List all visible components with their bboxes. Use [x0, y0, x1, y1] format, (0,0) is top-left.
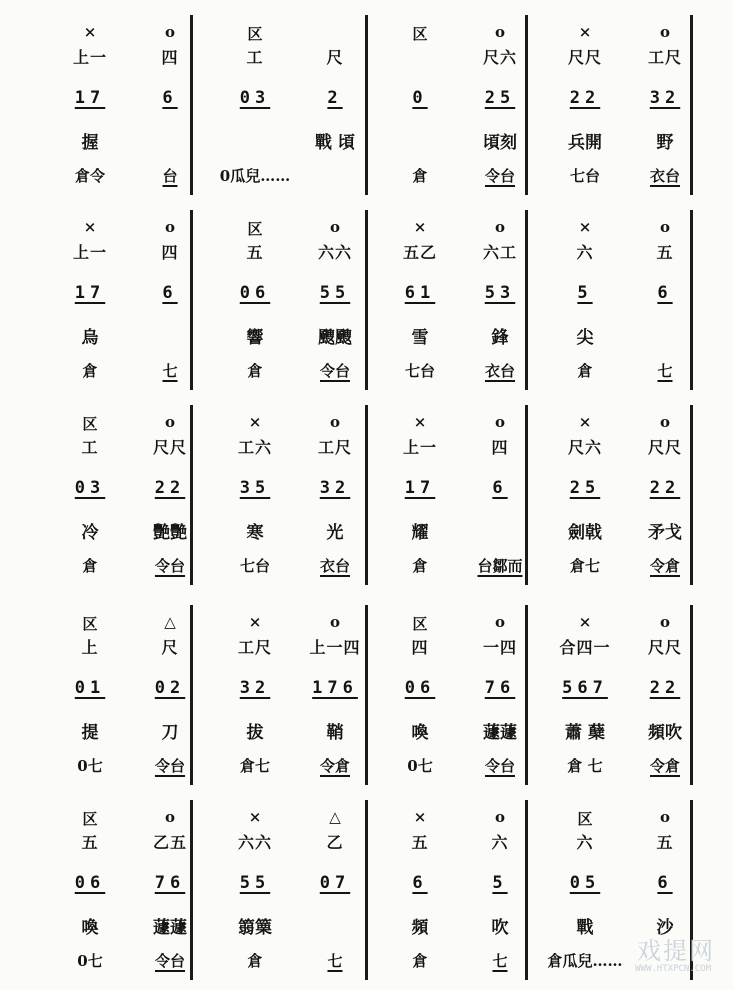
measure — [215, 405, 375, 595]
lyric: 拔 — [246, 723, 264, 743]
percussion-syllable: 倉 — [247, 362, 263, 380]
jianpu-note: 61 — [404, 283, 436, 303]
beat-mark: o — [329, 218, 340, 236]
lyric: 頻 — [411, 918, 429, 938]
measure — [215, 210, 375, 400]
beat-mark: × — [83, 218, 97, 236]
percussion-syllable: 0七 — [77, 757, 103, 775]
jianpu-note: 76 — [154, 873, 186, 893]
percussion-syllable: 倉 — [82, 557, 98, 575]
beat-mark: o — [164, 808, 175, 826]
jianpu-note: 32 — [649, 88, 681, 108]
gongche-note: 六 — [576, 243, 594, 262]
beat-mark: 区 — [82, 810, 98, 828]
percussion-syllable: 0七 — [407, 757, 433, 775]
measure — [215, 800, 375, 990]
beat-mark: × — [83, 23, 97, 41]
gongche-note: 五乙 — [402, 243, 437, 262]
jianpu-note: 55 — [239, 873, 271, 893]
beat-mark: 区 — [82, 415, 98, 433]
gongche-note: 六 — [576, 833, 594, 852]
percussion-syllable: 七 — [657, 362, 673, 380]
measure — [545, 210, 705, 400]
measure — [50, 405, 210, 595]
beat-mark: o — [494, 413, 505, 431]
score-system — [0, 15, 733, 205]
lyric: 篛篥 — [238, 918, 272, 938]
measure — [380, 605, 540, 795]
beat-mark: × — [248, 413, 262, 431]
jianpu-note: 76 — [484, 678, 516, 698]
percussion-syllable: 倉瓜兒…… — [547, 952, 623, 970]
jianpu-note: 35 — [239, 478, 271, 498]
gongche-note: 上一四 — [309, 638, 361, 657]
gongche-note: 工尺 — [317, 438, 352, 457]
beat-mark: 区 — [412, 615, 428, 633]
gongche-note: 工 — [246, 48, 264, 67]
jianpu-note: 32 — [239, 678, 271, 698]
percussion-syllable: 七 — [492, 952, 508, 970]
jianpu-note: 6 — [412, 873, 428, 893]
beat-mark: × — [413, 808, 427, 826]
lyric: 烏 — [81, 328, 99, 348]
beat-mark: × — [578, 613, 592, 631]
jianpu-note: 176 — [312, 678, 358, 698]
gongche-note: 合四一 — [559, 638, 611, 657]
measure — [545, 15, 705, 205]
percussion-syllable: 令台 — [484, 167, 515, 185]
measure — [50, 15, 210, 205]
jianpu-note: 2 — [327, 88, 343, 108]
beat-mark: o — [659, 218, 670, 236]
gongche-note: 上一 — [72, 48, 107, 67]
jianpu-note: 5 — [492, 873, 508, 893]
lyric: 艷艷 — [153, 523, 187, 543]
gongche-note: 五 — [411, 833, 429, 852]
score-system — [0, 210, 733, 400]
gongche-note: 四 — [491, 438, 509, 457]
percussion-syllable: 倉 — [577, 362, 593, 380]
lyric: 尖 — [576, 328, 594, 348]
lyric: 蕭 蘖 — [565, 723, 605, 743]
beat-mark: × — [248, 808, 262, 826]
lyric: 光 — [326, 523, 344, 543]
beat-mark: o — [659, 23, 670, 41]
gongche-note: 尺六 — [482, 48, 517, 67]
jianpu-note: 03 — [74, 478, 106, 498]
lyric: 提 — [81, 723, 99, 743]
percussion-syllable: 衣台 — [484, 362, 515, 380]
gongche-note: 六工 — [482, 243, 517, 262]
jianpu-note: 06 — [404, 678, 436, 698]
jianpu-note: 0 — [412, 88, 428, 108]
percussion-syllable: 令台 — [154, 757, 185, 775]
beat-mark: o — [659, 613, 670, 631]
beat-mark: 区 — [247, 220, 263, 238]
gongche-note: 六六 — [317, 243, 352, 262]
gongche-note: 工尺 — [647, 48, 682, 67]
lyric: 握 — [81, 133, 99, 153]
jianpu-note: 22 — [569, 88, 601, 108]
beat-mark: △ — [329, 808, 341, 826]
gongche-note: 尺 — [326, 48, 344, 67]
gongche-note: 四 — [161, 48, 179, 67]
percussion-syllable: 台鄒而 — [477, 557, 523, 575]
jianpu-note: 07 — [319, 873, 351, 893]
gongche-note: 乙五 — [152, 833, 187, 852]
gongche-note: 尺尺 — [152, 438, 187, 457]
gongche-note: 四 — [411, 638, 429, 657]
score-system — [0, 405, 733, 595]
percussion-syllable: 倉 — [412, 167, 428, 185]
percussion-syllable: 衣台 — [649, 167, 680, 185]
lyric: 颼颼 — [318, 328, 352, 348]
percussion-syllable: 倉七 — [239, 757, 270, 775]
gongche-note: 工六 — [237, 438, 272, 457]
percussion-syllable: 七台 — [404, 362, 435, 380]
lyric: 耀 — [411, 523, 429, 543]
lyric: 劍戟 — [568, 523, 602, 543]
gongche-note: 五 — [656, 243, 674, 262]
lyric: 雪 — [411, 328, 429, 348]
percussion-syllable: 七 — [327, 952, 343, 970]
lyric: 野 — [656, 133, 674, 153]
measure — [380, 15, 540, 205]
beat-mark: o — [164, 413, 175, 431]
jianpu-note: 06 — [74, 873, 106, 893]
gongche-note: 尺六 — [567, 438, 602, 457]
beat-mark: × — [248, 613, 262, 631]
jianpu-note: 6 — [657, 283, 673, 303]
jianpu-note: 6 — [162, 88, 178, 108]
jianpu-note: 06 — [239, 283, 271, 303]
percussion-syllable: 0瓜兒…… — [219, 167, 291, 185]
lyric: 刀 — [161, 723, 179, 743]
beat-mark: × — [578, 23, 592, 41]
beat-mark: o — [329, 413, 340, 431]
jianpu-note: 22 — [649, 678, 681, 698]
score-system — [0, 605, 733, 795]
lyric: 響 — [246, 328, 264, 348]
score-system — [0, 800, 733, 990]
gongche-note: 四 — [161, 243, 179, 262]
beat-mark: o — [329, 613, 340, 631]
lyric: 沙 — [656, 918, 674, 938]
lyric: 寒 — [246, 523, 264, 543]
measure — [50, 605, 210, 795]
beat-mark: × — [413, 218, 427, 236]
percussion-syllable: 倉 — [82, 362, 98, 380]
percussion-syllable: 倉七 — [569, 557, 600, 575]
jianpu-note: 17 — [404, 478, 436, 498]
beat-mark: o — [164, 218, 175, 236]
gongche-note: 五 — [81, 833, 99, 852]
measure — [215, 15, 375, 205]
jianpu-note: 22 — [649, 478, 681, 498]
percussion-syllable: 倉 — [412, 557, 428, 575]
jianpu-note: 55 — [319, 283, 351, 303]
beat-mark: 区 — [577, 810, 593, 828]
beat-mark: 区 — [82, 615, 98, 633]
percussion-syllable: 七台 — [239, 557, 270, 575]
jianpu-note: 25 — [569, 478, 601, 498]
gongche-note: 五 — [656, 833, 674, 852]
percussion-syllable: 0七 — [77, 952, 103, 970]
beat-mark: o — [659, 808, 670, 826]
beat-mark: o — [494, 808, 505, 826]
gongche-note: 工尺 — [237, 638, 272, 657]
lyric: 鞘 — [326, 723, 344, 743]
beat-mark: × — [578, 218, 592, 236]
beat-mark: × — [413, 413, 427, 431]
measure — [215, 605, 375, 795]
jianpu-note: 02 — [154, 678, 186, 698]
gongche-note: 六 — [491, 833, 509, 852]
percussion-syllable: 倉 七 — [567, 757, 603, 775]
lyric: 頻吹 — [648, 723, 682, 743]
jianpu-note: 03 — [239, 88, 271, 108]
lyric: 戰 頃 — [315, 133, 355, 153]
lyric: 鋒 — [491, 328, 509, 348]
lyric: 蘧蘧 — [483, 723, 517, 743]
beat-mark: o — [659, 413, 670, 431]
jianpu-note: 17 — [74, 283, 106, 303]
gongche-note: 上 — [81, 638, 99, 657]
measure — [545, 605, 705, 795]
jianpu-note: 6 — [162, 283, 178, 303]
gongche-note: 工 — [81, 438, 99, 457]
beat-mark: o — [494, 23, 505, 41]
jianpu-note: 01 — [74, 678, 106, 698]
lyric: 頃刻 — [483, 133, 517, 153]
gongche-note: 一四 — [482, 638, 517, 657]
measure — [50, 210, 210, 400]
percussion-syllable: 倉 — [412, 952, 428, 970]
percussion-syllable: 令台 — [154, 952, 185, 970]
lyric: 蘧蘧 — [153, 918, 187, 938]
gongche-note: 六六 — [237, 833, 272, 852]
beat-mark: o — [494, 218, 505, 236]
percussion-syllable: 令台 — [154, 557, 185, 575]
jianpu-note: 22 — [154, 478, 186, 498]
lyric: 喚 — [81, 918, 99, 938]
watermark-logo: 戏提网 — [637, 937, 715, 965]
gongche-note: 尺尺 — [647, 638, 682, 657]
jianpu-note: 17 — [74, 88, 106, 108]
percussion-syllable: 衣台 — [319, 557, 350, 575]
lyric: 喚 — [411, 723, 429, 743]
jianpu-note: 25 — [484, 88, 516, 108]
percussion-syllable: 倉 — [247, 952, 263, 970]
percussion-syllable: 七台 — [569, 167, 600, 185]
percussion-syllable: 令倉 — [319, 757, 350, 775]
gongche-note: 尺 — [161, 638, 179, 657]
jianpu-note: 6 — [657, 873, 673, 893]
jianpu-note: 567 — [562, 678, 608, 698]
gongche-note: 上一 — [72, 243, 107, 262]
lyric: 吹 — [491, 918, 509, 938]
beat-mark: 区 — [412, 25, 428, 43]
beat-mark: × — [578, 413, 592, 431]
measure — [545, 405, 705, 595]
lyric: 戰 — [576, 918, 594, 938]
beat-mark: o — [494, 613, 505, 631]
lyric: 冷 — [81, 523, 99, 543]
beat-mark: o — [164, 23, 175, 41]
gongche-note: 五 — [246, 243, 264, 262]
jianpu-note: 05 — [569, 873, 601, 893]
percussion-syllable: 七 — [162, 362, 178, 380]
lyric: 矛戈 — [648, 523, 682, 543]
percussion-syllable: 倉令 — [74, 167, 105, 185]
lyric: 兵開 — [568, 133, 602, 153]
measure — [50, 800, 210, 990]
measure — [380, 405, 540, 595]
jianpu-note: 5 — [577, 283, 593, 303]
jianpu-note: 53 — [484, 283, 516, 303]
percussion-syllable: 令倉 — [649, 757, 680, 775]
percussion-syllable: 令倉 — [649, 557, 680, 575]
beat-mark: 区 — [247, 25, 263, 43]
percussion-syllable: 台 — [162, 167, 178, 185]
gongche-note: 乙 — [326, 833, 344, 852]
measure — [380, 210, 540, 400]
percussion-syllable: 令台 — [484, 757, 515, 775]
gongche-note: 尺尺 — [647, 438, 682, 457]
watermark-url: WWW.HTXPCN.COM — [635, 964, 711, 974]
gongche-note: 上一 — [402, 438, 437, 457]
beat-mark: △ — [164, 613, 176, 631]
percussion-syllable: 令台 — [319, 362, 350, 380]
jianpu-note: 32 — [319, 478, 351, 498]
gongche-note: 尺尺 — [567, 48, 602, 67]
jianpu-note: 6 — [492, 478, 508, 498]
measure — [380, 800, 540, 990]
